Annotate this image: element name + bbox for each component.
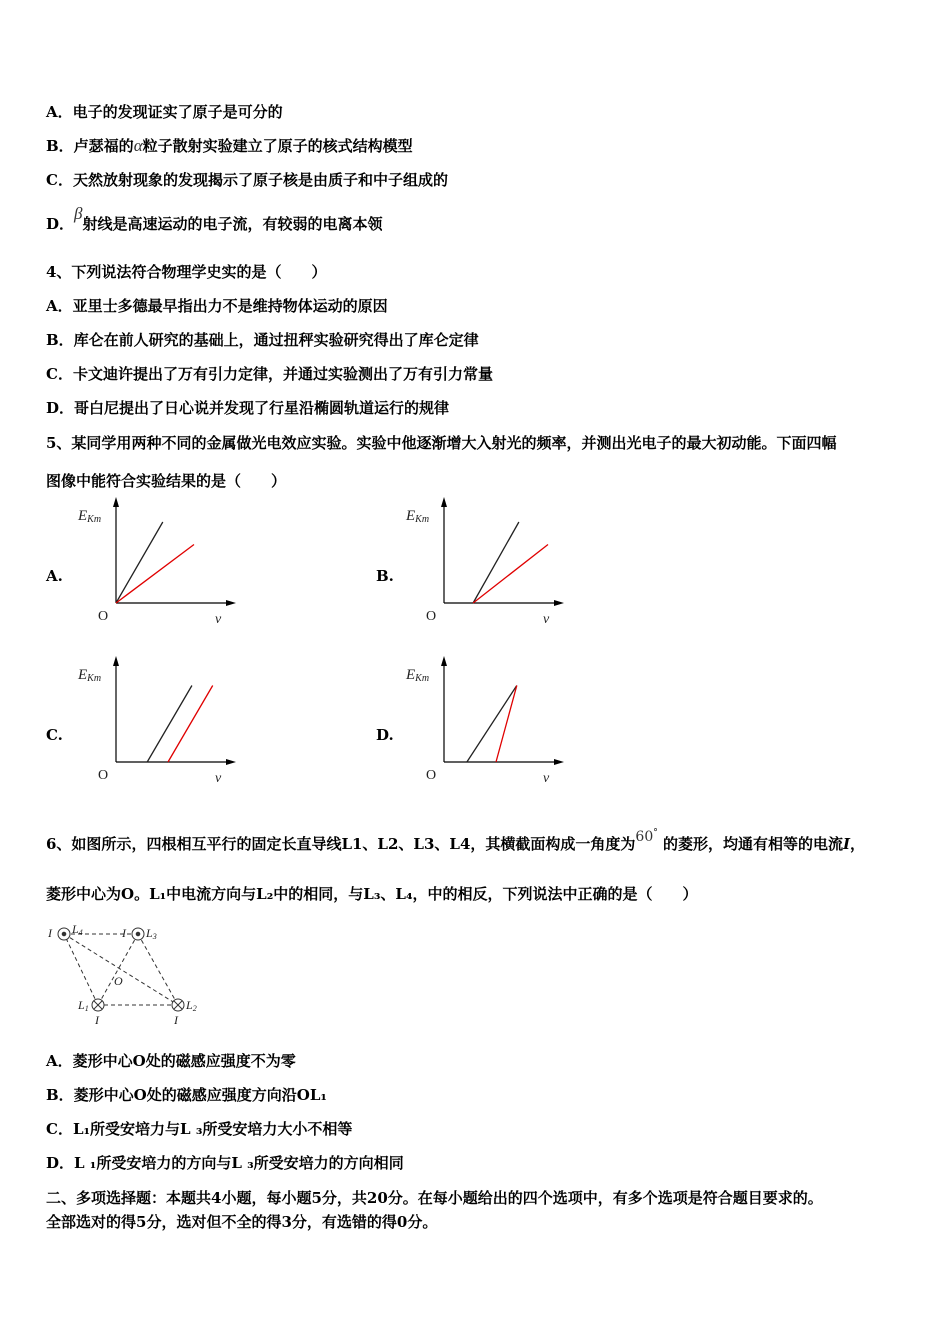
graph-a-black-line: [116, 522, 163, 603]
q4-option-b: B．库仑在前人研究的基础上，通过扭秤实验研究得出了库仑定律: [46, 331, 479, 349]
graph-c-x-arrow: [226, 759, 236, 765]
q3-option-b: B．卢瑟福的α粒子散射实验建立了原子的核式结构模型: [46, 136, 413, 155]
q5-stem-line1: 5、某同学用两种不同的金属做光电效应实验。实验中他逐渐增大入射光的频率，并测出光电子的最大初动能。下面四幅: [46, 434, 837, 452]
label-i-l3: I: [122, 926, 126, 940]
graph-c-label: C.: [46, 726, 63, 744]
graph-c-y-label: EKm: [78, 667, 102, 684]
current-symbol: I: [842, 835, 851, 853]
graph-b-red-line: [473, 545, 548, 604]
graph-c-y-arrow: [113, 656, 119, 666]
wire-l3-dot: [132, 928, 144, 940]
graph-a-y-label: EKm: [78, 508, 102, 525]
graph-b-x-label: ν: [543, 612, 550, 627]
q4-stem: 4、下列说法符合物理学史实的是（ ）: [46, 263, 327, 281]
angle-value: 60: [635, 829, 654, 845]
q6-stem-line1: 6、如图所示，四根相互平行的固定长直导线L1、L2、L3、L4，其横截面构成一角度为60° 的菱形，均通有相等的电流I，: [46, 828, 866, 853]
graph-d-x-arrow: [554, 759, 564, 765]
q3-option-c: C．天然放射现象的发现揭示了原子核是由质子和中子组成的: [46, 171, 448, 189]
alpha-symbol: α: [133, 136, 143, 155]
q6-option-d: D．L ₁所受安培力的方向与L ₃所受安培力的方向相同: [46, 1154, 404, 1172]
label-l1: L1: [78, 998, 89, 1013]
label-l4: L4: [72, 922, 83, 937]
q6-stem-line2: 菱形中心为O。L₁中电流方向与L₂中的相同，与L₃、L₄，中的相反，下列说法中正确的是（ ）: [46, 885, 698, 903]
graph-c-x-label: ν: [215, 771, 222, 786]
graph-c-red-line: [168, 686, 213, 763]
label-l3: L3: [146, 926, 157, 941]
q3-option-a: A．电子的发现证实了原子是可分的: [46, 103, 283, 121]
graph-b-y-label: EKm: [406, 508, 430, 525]
graph-b-label: B.: [376, 567, 394, 585]
q4-option-a: A．亚里士多德最早指出力不是维持物体运动的原因: [46, 297, 388, 315]
label-l2: L2: [186, 998, 197, 1013]
graph-b-x-arrow: [554, 600, 564, 606]
rhombus-figure: [40, 918, 240, 1028]
graph-d-x-label: ν: [543, 771, 550, 786]
graph-a-red-line: [116, 545, 194, 604]
graph-a-x-label: ν: [215, 612, 222, 627]
q4-option-d: D．哥白尼提出了日心说并发现了行星沿椭圆轨道运行的规律: [46, 399, 450, 417]
graph-d-black-line: [467, 686, 517, 763]
wire-l4-dot: [58, 928, 70, 940]
graph-d-y-arrow: [441, 656, 447, 666]
label-i-l4: I: [48, 926, 52, 940]
graph-a-y-arrow: [113, 497, 119, 507]
graph-b-origin: O: [426, 609, 437, 624]
wire-l1-cross: [92, 999, 104, 1011]
graph-a-origin: O: [98, 609, 109, 624]
beta-symbol: β: [74, 204, 83, 223]
q6-option-c: C．L₁所受安培力与L ₃所受安培力大小不相等: [46, 1120, 353, 1138]
graph-c-origin: O: [98, 768, 109, 783]
graph-d-y-label: EKm: [406, 667, 430, 684]
graph-d-red-line: [496, 686, 517, 763]
q6-option-a: A．菱形中心O处的磁感应强度不为零: [46, 1052, 296, 1070]
label-i-l2: I: [174, 1013, 178, 1027]
graph-c-black-line: [147, 686, 192, 763]
q6-option-b: B．菱形中心O处的磁感应强度方向沿OL₁: [46, 1086, 327, 1104]
graph-d-origin: O: [426, 768, 437, 783]
q3-option-d: D．β射线是高速运动的电子流，有较弱的电离本领: [46, 204, 383, 233]
q4-option-c: C．卡文迪许提出了万有引力定律，并通过实验测出了万有引力常量: [46, 365, 493, 383]
wire-l2-cross: [172, 999, 184, 1011]
graph-a-label: A.: [46, 567, 63, 585]
graph-b-y-arrow: [441, 497, 447, 507]
q5-stem-line2: 图像中能符合实验结果的是（ ）: [46, 472, 287, 490]
graph-d-label: D.: [376, 726, 394, 744]
graph-a-x-arrow: [226, 600, 236, 606]
label-o: O: [114, 974, 123, 988]
graph-b-black-line: [473, 522, 519, 603]
section2-line1: 二、多项选择题：本题共4小题，每小题5分，共20分。在每小题给出的四个选项中，有多个选项是符合题目要求的。: [46, 1189, 823, 1207]
label-i-l1: I: [95, 1013, 99, 1027]
section2-line2: 全部选对的得5分，选对但不全的得3分，有选错的得0分。: [46, 1213, 438, 1231]
